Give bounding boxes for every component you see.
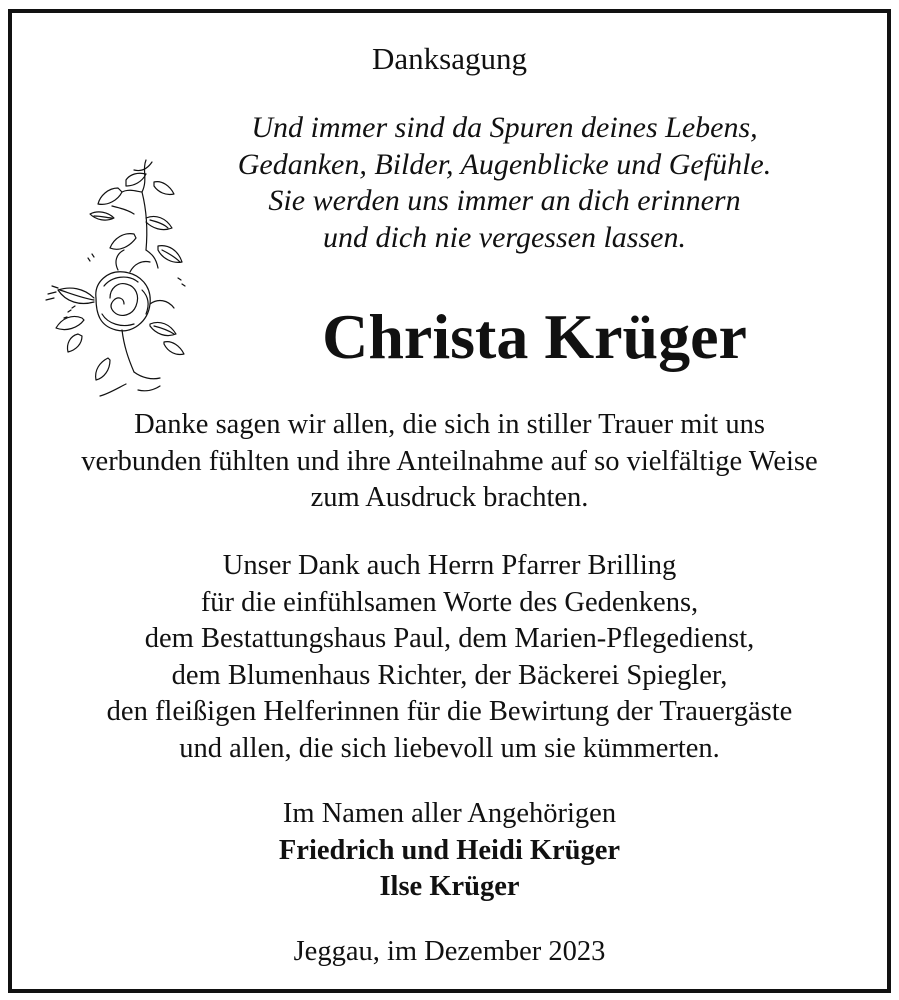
- signatory: Friedrich und Heidi Krüger: [278, 834, 621, 866]
- poem-line: Und immer sind da Spuren deines Lebens,: [251, 111, 758, 144]
- text-line: den fleißigen Helferinnen für die Bewirtung der Trauergäste: [106, 696, 793, 727]
- notice-heading: Danksagung: [372, 41, 527, 76]
- text-line: für die einfühlsamen Worte des Gedenkens,: [200, 586, 699, 618]
- signatory: Ilse Krüger: [379, 871, 520, 902]
- signature-intro: Im Namen aller Angehörigen: [282, 798, 617, 829]
- poem-verse: [122, 110, 887, 256]
- notice-border: [8, 9, 891, 993]
- signature-block: [12, 796, 887, 906]
- text-line: Unser Dank auch Herrn Pfarrer Brilling: [222, 550, 677, 581]
- rose-drawing-icon: [38, 158, 198, 398]
- place-date: Jeggau, im Dezember 2023: [293, 936, 606, 967]
- thanks-paragraph: [12, 407, 887, 517]
- poem-line: und dich nie vergessen lassen.: [323, 220, 686, 254]
- thanks-detail-paragraph: [12, 548, 887, 767]
- text-line: und allen, die sich liebevoll um sie kümmerten.: [179, 732, 720, 764]
- text-line: verbunden fühlten und ihre Anteilnahme auf so vielfältige Weise: [81, 445, 818, 477]
- deceased-name: Christa Krüger: [322, 301, 747, 372]
- text-line: dem Bestattungshaus Paul, dem Marien-Pflegedienst,: [144, 623, 755, 654]
- notice-content: [12, 13, 887, 989]
- poem-line: Sie werden uns immer an dich erinnern: [268, 184, 741, 217]
- text-line: zum Ausdruck brachten.: [310, 482, 589, 513]
- poem-line: Gedanken, Bilder, Augenblicke und Gefühle.: [237, 147, 772, 181]
- text-line: Danke sagen wir allen, die sich in stiller Trauer mit uns: [134, 409, 765, 440]
- text-line: dem Blumenhaus Richter, der Bäckerei Spiegler,: [171, 659, 728, 691]
